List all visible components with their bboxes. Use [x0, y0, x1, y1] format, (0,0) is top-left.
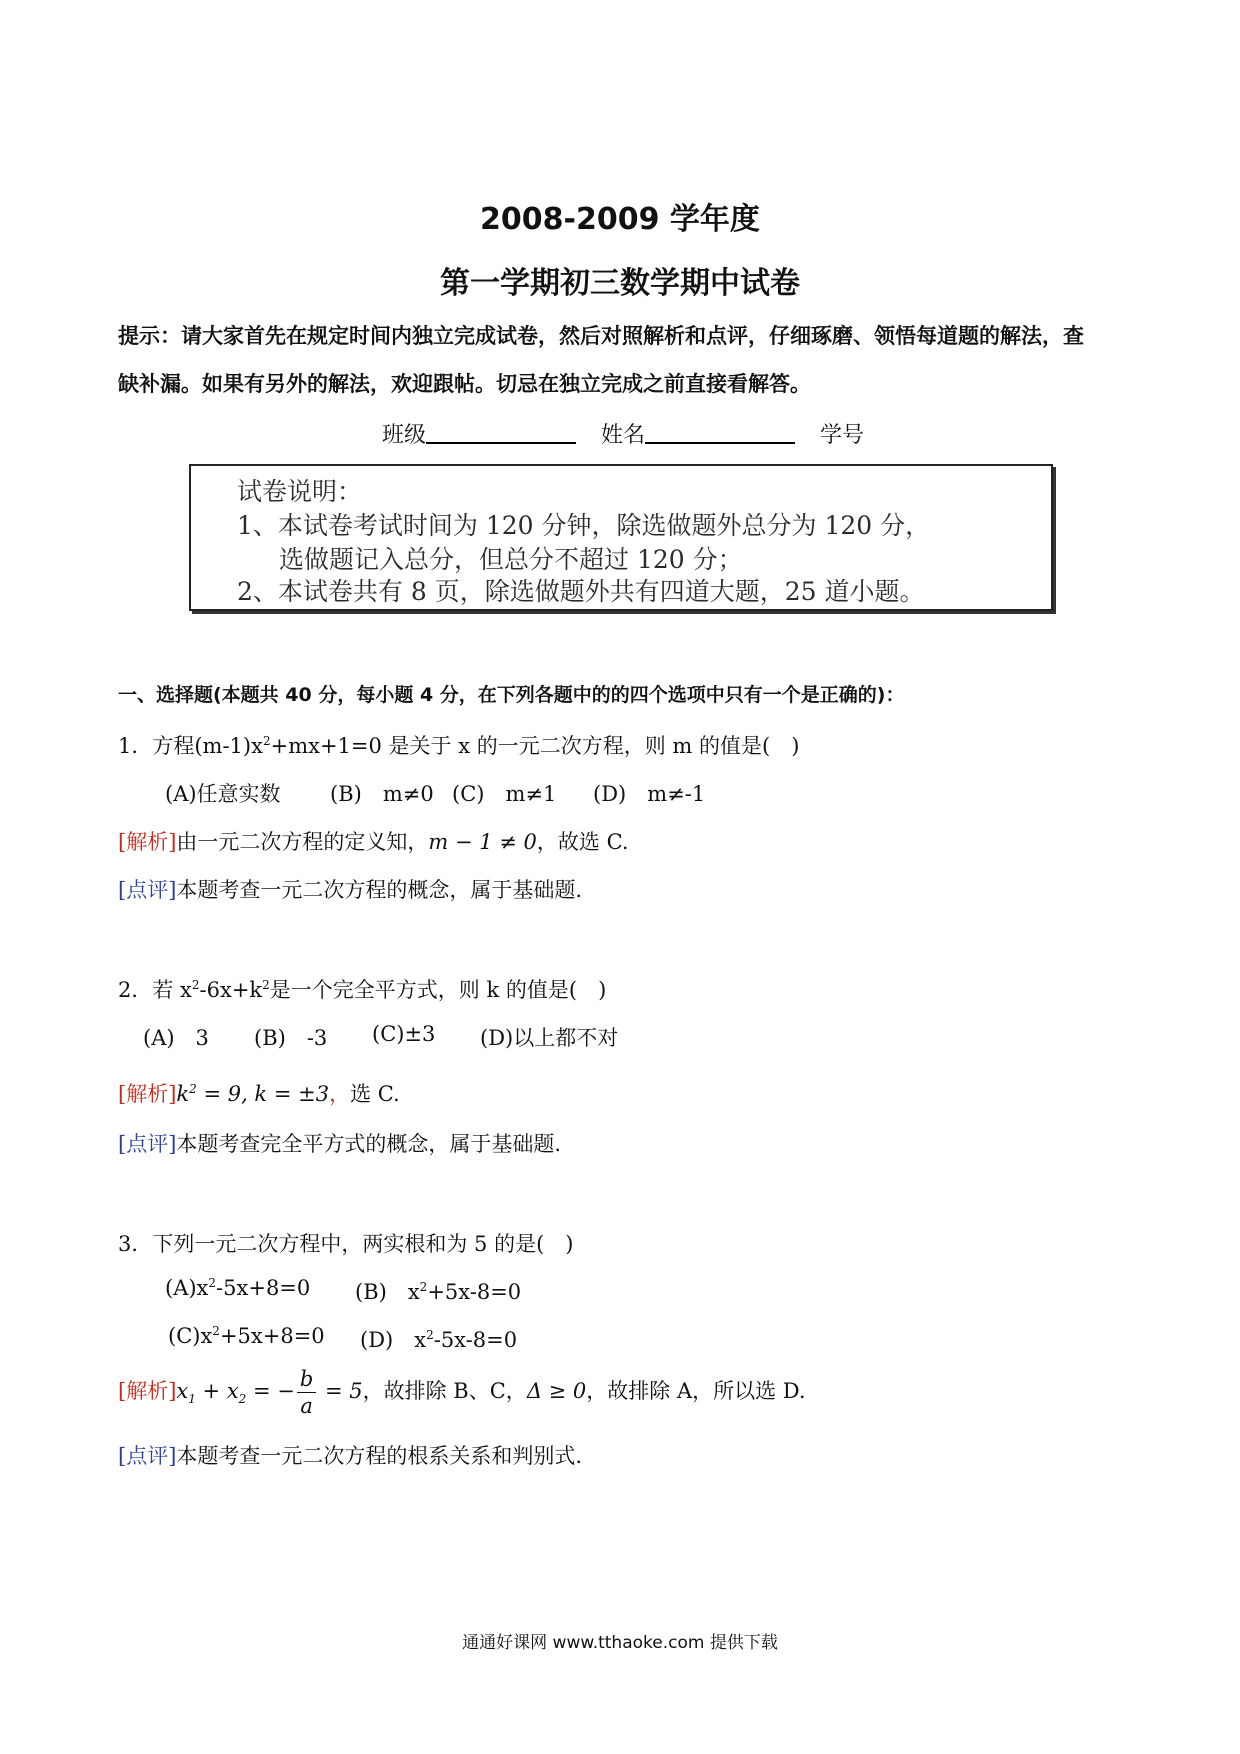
student-info-fields: [382, 418, 864, 449]
q2-analysis: [解析]$k^2 = 9$, k = ±3，选 C.: [118, 1082, 400, 1106]
q3-option-d: (D) $x^2-5x-8=0$: [360, 1328, 518, 1352]
q2-stem: 2．若 $x^2-6x+k^2$是一个完全平方式，则 k 的值是( ): [118, 978, 607, 1002]
q3-option-b: (B) $x^2+5x-8=0$: [355, 1280, 522, 1304]
class-blank: [426, 420, 576, 444]
instructions-box: [189, 464, 1053, 611]
q2-option-b: (B) -3: [254, 1026, 328, 1050]
hint-line-1: 提示：请大家首先在规定时间内独立完成试卷，然后对照解析和点评，仔细琢磨、领悟每道题的解法，查: [118, 324, 1084, 348]
number-label: 学号: [820, 423, 865, 448]
instructions-heading: 试卷说明：: [237, 477, 363, 506]
hint-line-2: 缺补漏。如果有另外的解法，欢迎跟帖。切忌在独立完成之前直接看解答。: [118, 372, 811, 396]
q1-option-d: (D) m≠-1: [593, 782, 706, 806]
class-label: 班级: [382, 423, 427, 448]
q3-option-a: $(A)x^2-5x+8=0$: [165, 1276, 311, 1300]
q1-stem: 1．方程$(m-1)x^2+mx+1=0$ 是关于 x 的一元二次方程，则 m 的值是( ): [118, 734, 800, 758]
q3-comment: [点评]本题考查一元二次方程的根系关系和判别式.: [118, 1444, 583, 1468]
q3-option-c: $(C)x^2+5x+8=0$: [168, 1324, 325, 1348]
instructions-item-1b: 选做题记入总分，但总分不超过 120 分；: [279, 545, 743, 574]
q2-option-c: (C)±3: [372, 1022, 436, 1046]
title-year: 2008-2009 学年度: [480, 202, 760, 237]
q1-comment: [点评]本题考查一元二次方程的概念，属于基础题.: [118, 878, 583, 902]
q1-analysis: [解析]由一元二次方程的定义知，m − 1 ≠ 0，故选 C.: [118, 830, 629, 854]
analysis-tag: [解析]: [118, 830, 177, 854]
page-footer: 通通好课网 www.tthaoke.com 提供下载: [462, 1633, 778, 1653]
comment-tag: [点评]: [118, 878, 177, 902]
instructions-item-1a: 1、本试卷考试时间为 120 分钟，除选做题外总分为 120 分，: [237, 511, 931, 540]
q1-option-b: (B) m≠0: [330, 782, 434, 806]
title-exam: 第一学期初三数学期中试卷: [440, 266, 800, 301]
q1-option-a: (A)任意实数: [165, 782, 281, 806]
instructions-item-2: 2、本试卷共有 8 页，除选做题外共有四道大题，25 道小题。: [237, 577, 925, 606]
section-1-heading: 一、选择题(本题共 40 分，每小题 4 分，在下列各题中的的四个选项中只有一个是正确的)：: [118, 684, 905, 706]
q2-comment: [点评]本题考查完全平方式的概念，属于基础题.: [118, 1132, 562, 1156]
name-blank: [645, 420, 795, 444]
q2-option-a: (A) 3: [143, 1026, 209, 1050]
q2-option-d: (D)以上都不对: [480, 1026, 619, 1050]
q3-analysis: [解析]$x_1 + x_2$ = − $\frac{b}{a}$ = 5，故排除 B、C，Δ ≥ 0，故排除 A，所以选 D.: [118, 1367, 806, 1418]
q1-option-c: (C) m≠1: [452, 782, 557, 806]
q3-stem: 3．下列一元二次方程中，两实根和为 5 的是( ): [118, 1232, 574, 1256]
name-label: 姓名: [601, 423, 646, 448]
fraction-b-over-a: $\frac{b}{a}$: [297, 1366, 316, 1419]
